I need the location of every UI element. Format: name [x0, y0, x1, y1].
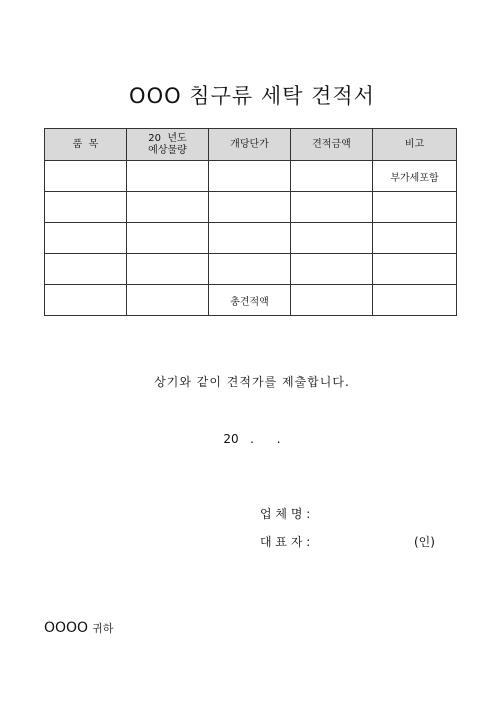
table-row	[45, 161, 457, 192]
cell-qty	[127, 285, 209, 316]
header-year-label: 20 년도	[148, 132, 187, 144]
company-name-label: 업 체 명 :	[260, 507, 311, 521]
declaration-text: 상기와 같이 견적가를 제출합니다.	[154, 375, 350, 389]
cell-note: 부가세포함	[373, 161, 457, 192]
cell-qty	[127, 161, 209, 192]
cell-unit-price	[209, 161, 291, 192]
representative-label: 대 표 자 :	[260, 535, 311, 549]
cell-unit-price	[209, 192, 291, 223]
total-row	[45, 285, 457, 316]
cell-amount	[291, 223, 373, 254]
header-row	[45, 129, 457, 161]
recipient-honorific: 귀하	[92, 622, 114, 635]
header-qty-label: 예상물량	[148, 144, 187, 156]
table-row	[45, 223, 457, 254]
cell-item	[45, 254, 127, 285]
cell-qty	[127, 254, 209, 285]
header-item: 품 목	[45, 129, 127, 161]
cell-note	[373, 192, 457, 223]
cell-amount	[291, 254, 373, 285]
recipient-name: OOOO	[44, 620, 89, 636]
cell-note	[373, 254, 457, 285]
recipient	[44, 620, 113, 636]
cell-item	[45, 223, 127, 254]
cell-item	[45, 285, 127, 316]
quote-table	[44, 128, 457, 316]
total-label: 총견적액	[209, 285, 291, 316]
header-quote-amount: 견적금액	[291, 129, 373, 161]
cell-qty	[127, 223, 209, 254]
cell-item	[45, 161, 127, 192]
cell-item	[45, 192, 127, 223]
seal-mark: (인)	[414, 535, 435, 549]
document-title: OOO 침구류 세탁 견적서	[129, 84, 375, 108]
total-amount	[291, 285, 373, 316]
header-expected-quantity	[127, 129, 209, 161]
table-row	[45, 254, 457, 285]
date-line: 20 . .	[223, 432, 281, 446]
cell-amount	[291, 192, 373, 223]
cell-note	[373, 285, 457, 316]
cell-unit-price	[209, 223, 291, 254]
header-note: 비고	[373, 129, 457, 161]
table-row	[45, 192, 457, 223]
cell-unit-price	[209, 254, 291, 285]
cell-amount	[291, 161, 373, 192]
header-unit-price: 개당단가	[209, 129, 291, 161]
cell-note	[373, 223, 457, 254]
cell-qty	[127, 192, 209, 223]
